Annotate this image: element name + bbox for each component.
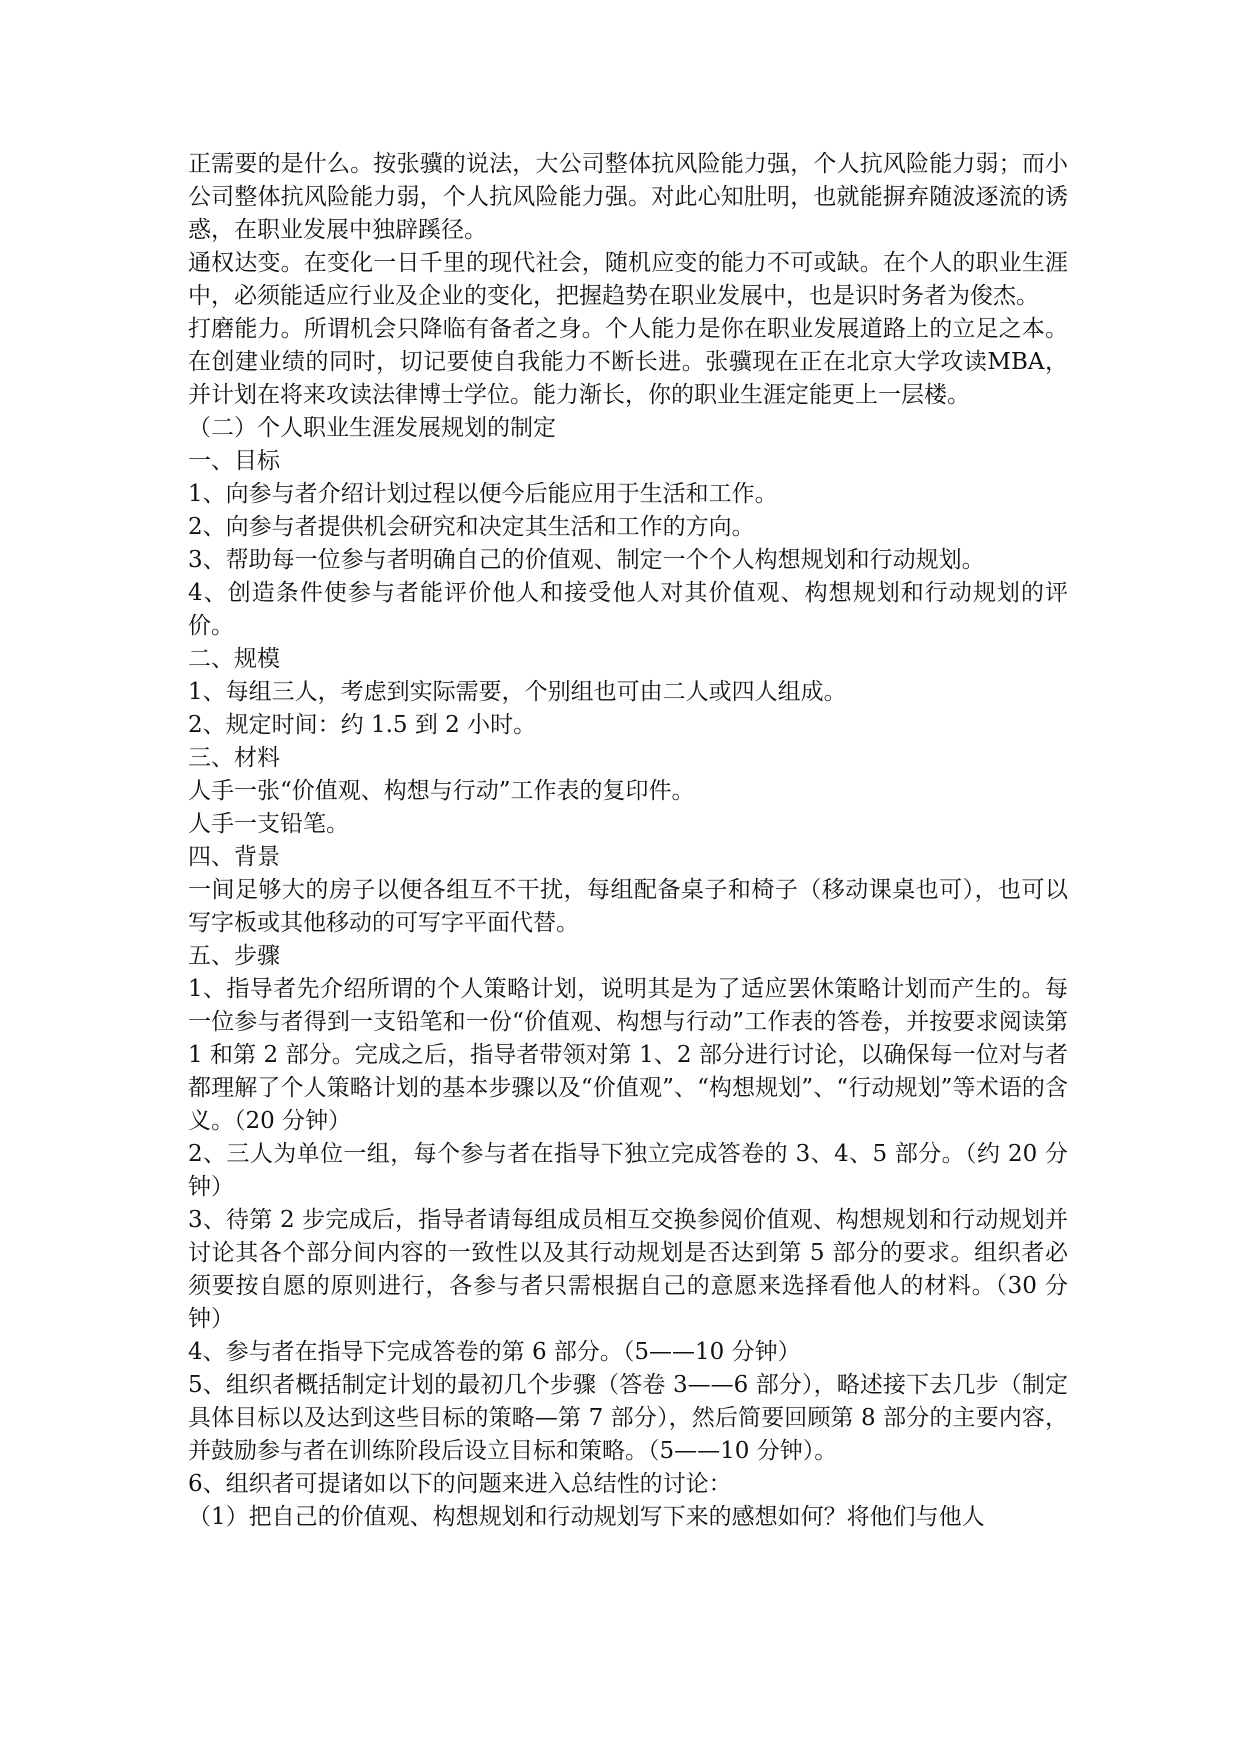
list-item-goal-1: 1、向参与者介绍计划过程以便今后能应用于生活和工作。: [188, 481, 778, 507]
paragraph-adaptability: 通权达变。在变化一日千里的现代社会，随机应变的能力不可或缺。在个人的职业生涯中，必须能适应行业及企业的变化，把握趋势在职业发展中，也是识时务者为俊杰。: [188, 250, 1068, 309]
materials-worksheet: 人手一张“价值观、构想与行动”工作表的复印件。: [188, 778, 695, 804]
list-item-step-6: 6、组织者可提诸如以下的问题来进入总结性的讨论：: [188, 1471, 732, 1497]
list-item-scale-2: 2、规定时间：约 1.5 到 2 小时。: [188, 712, 537, 738]
list-item-goal-3: 3、帮助每一位参与者明确自己的价值观、制定一个个人构想规划和行动规划。: [188, 547, 985, 573]
paragraph-ability: 打磨能力。所谓机会只降临有备者之身。个人能力是你在职业发展道路上的立足之本。在创建业绩的同时，切记要使自我能力不断长进。张骥现在正在北京大学攻读MBA，并计划在将来攻读法律博士学位。能力渐长，你的职业生涯定能更上一层楼。: [188, 316, 1068, 408]
paragraph-intro-continued: 正需要的是什么。按张骥的说法，大公司整体抗风险能力强，个人抗风险能力弱；而小公司整体抗风险能力弱，个人抗风险能力强。对此心知肚明，也就能摒弃随波逐流的诱惑，在职业发展中独辟蹊径。: [188, 151, 1068, 243]
heading-materials: 三、材料: [188, 745, 280, 771]
heading-goals: 一、目标: [188, 448, 280, 474]
list-item-goal-2: 2、向参与者提供机会研究和决定其生活和工作的方向。: [188, 514, 755, 540]
list-item-step-4: 4、参与者在指导下完成答卷的第 6 部分。（5——10 分钟）: [188, 1339, 801, 1365]
list-item-step-5: 5、组织者概括制定计划的最初几个步骤（答卷 3——6 部分），略述接下去几步（制定具体目标以及达到这些目标的策略—第 7 部分），然后简要回顾第 8 部分的主要内容，并鼓励参与者在训练阶段后设立目标和策略。（5——10 分钟）。: [188, 1372, 1068, 1464]
document-page: [188, 148, 1068, 1534]
section-heading-career-plan: （二）个人职业生涯发展规划的制定: [188, 415, 556, 441]
materials-pencil: 人手一支铅笔。: [188, 811, 349, 837]
paragraph-setting: 一间足够大的房子以便各组互不干扰，每组配备桌子和椅子（移动课桌也可），也可以写字板或其他移动的可写字平面代替。: [188, 877, 1068, 936]
heading-scale: 二、规模: [188, 646, 280, 672]
heading-setting: 四、背景: [188, 844, 280, 870]
list-item-question-1: （1）把自己的价值观、构想规划和行动规划写下来的感想如何？将他们与他人: [188, 1504, 985, 1530]
list-item-step-1: 1、指导者先介绍所谓的个人策略计划，说明其是为了适应罢休策略计划而产生的。每一位参与者得到一支铅笔和一份“价值观、构想与行动”工作表的答卷，并按要求阅读第 1 和第 2 部分。完成之后，指导者带领对第 1、2 部分进行讨论，以确保每一位对与者都理解了个人策略计划的基本步骤以及“价值观”、“构想规划”、“行动规划”等术语的含义。（20 分钟）: [188, 976, 1068, 1134]
heading-steps: 五、步骤: [188, 943, 280, 969]
list-item-step-2: 2、三人为单位一组，每个参与者在指导下独立完成答卷的 3、4、5 部分。（约 20 分钟）: [188, 1141, 1068, 1200]
list-item-scale-1: 1、每组三人，考虑到实际需要，个别组也可由二人或四人组成。: [188, 679, 847, 705]
list-item-step-3: 3、待第 2 步完成后，指导者请每组成员相互交换参阅价值观、构想规划和行动规划并讨论其各个部分间内容的一致性以及其行动规划是否达到第 5 部分的要求。组织者必须要按自愿的原则进行，各参与者只需根据自己的意愿来选择看他人的材料。（30 分钟）: [188, 1207, 1068, 1332]
list-item-goal-4: 4、创造条件使参与者能评价他人和接受他人对其价值观、构想规划和行动规划的评价。: [188, 580, 1068, 639]
